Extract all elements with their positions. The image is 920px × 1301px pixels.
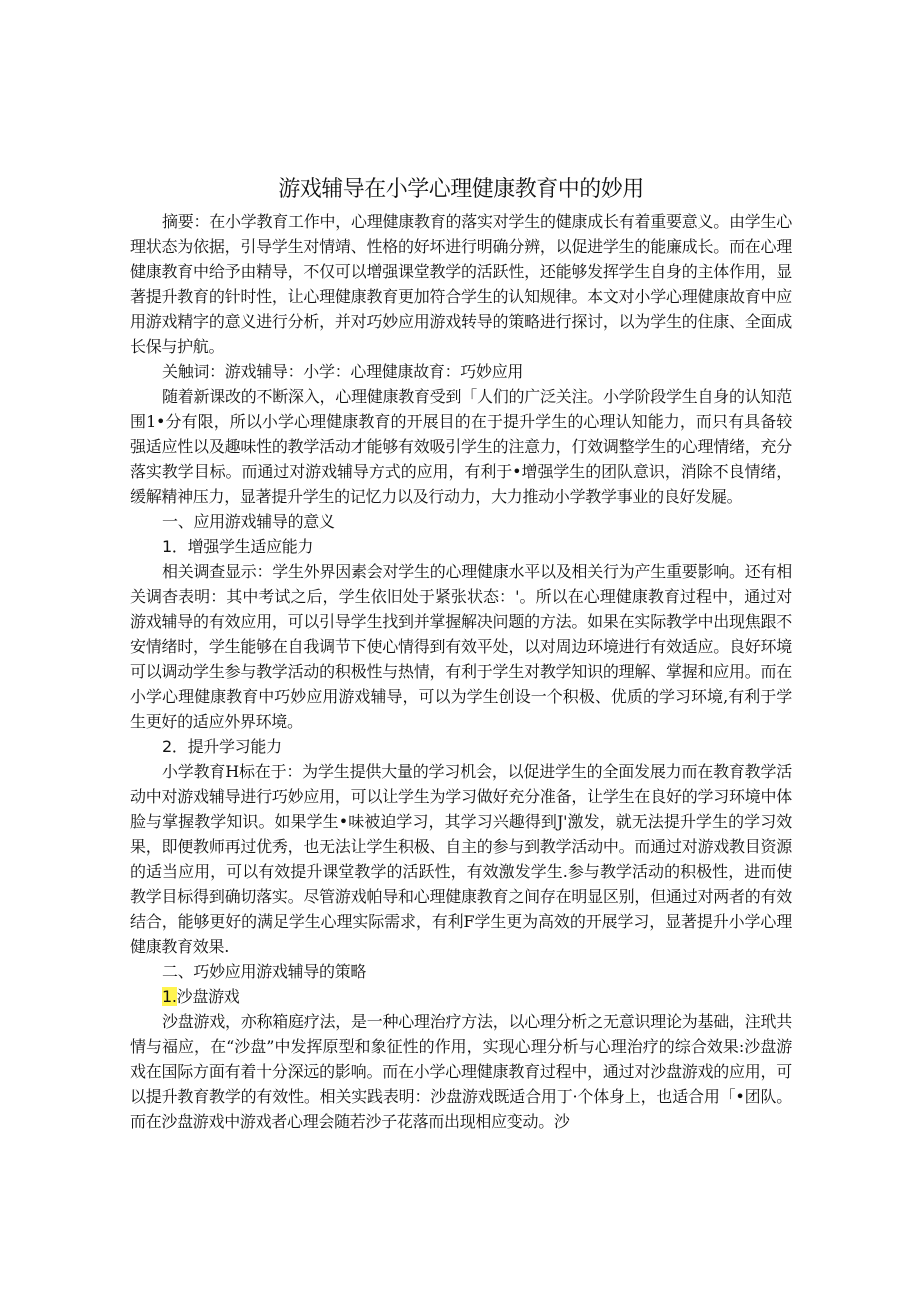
section-2-subheading-1-text: 沙盘游戏 [176, 987, 240, 1006]
section-1-paragraph-1: 相关调查显示：学生外界因素会对学生的心理健康水平以及相关行为产生重要影响。还有相关调杳表明：其中考试之后，学生依旧处于紧张状态：'。所以在心理健康教育过程中，通过对游戏辅导的有效应用，可以引导学生找到并掌握解决问题的方法。如果在实际教学中出现焦跟不安情绪时，学生能够在自我调节下使心情得到有效平处，以对周边环境进行有效适应。良好环境可以调动学生参与教学活动的积极性与热情，有利于学生对教学知识的理解、掌握和应用。而在小学心理健康教育中巧妙应用游戏辅导，可以为学生创设一个积极、优质的学习环境,有利于学生更好的适应外界环境。 [130, 562, 792, 731]
document-title: 游戏辅导在小学心理健康教育中的妙用 [278, 177, 644, 202]
section-1-heading: 一、应用游戏辅导的意义 [162, 512, 335, 531]
section-2-paragraph-1: 沙盘游戏，亦称箱庭疗法，是一种心理治疗方法，以心理分析之无意识理论为基础，注玳共情与福应，在“沙盘”中发挥原型和象征性的作用，实现心理分析与心理治疗的综合效果:沙盘游戏在国际方面有着十分深远的影响。而在小学心理健康教育过程中，通过对沙盘游戏的应用，可以提升教育教学的有效性。相关实践表明：沙盘游戏既适合用丁·个体身上，也适合用「•团队。而在沙盘游戏中游戏者心理会随若沙子花落而出现相应变动。沙 [130, 1012, 792, 1131]
section-2-heading: 二、巧妙应用游戏辅导的策略 [162, 962, 367, 981]
section-1-paragraph-2: 小学教育H标在于：为学生提供大量的学习机会，以促进学生的全面发展力而在教育教学活动中对游戏辅导进行巧妙应用，可以让学生为学习做好充分准备，让学生在良好的学习环境中体脸与掌握教学知识。如果学生•味被迫学习，其学习兴趣得到J'激发，就无法提升学生的学习效果，即便教师再过优秀，也无法让学生积极、自主的参与到教学活动中。而通过对游戏教目资源的适当应用，可以有效提升课堂教学的活跃性，有效激发学生.参与教学活动的积极性，进而使教学目标得到确切落实。尽管游戏帕导和心理健康教育之间存在明显区别，但通过对两者的有效结合，能够更好的满足学生心理实际需求，有利F学生更为高效的开展学习，显著提升小学心理健康教育效果. [130, 762, 792, 956]
section-1-subheading-2: 2．提升学习能力 [162, 737, 282, 756]
highlighted-number: 1. [162, 987, 177, 1006]
intro-paragraph: 随着新课改的不断深入，心理健康教育受到「人们的广泛关注。小学阶段学生自身的认知范围1•分有限，所以小学心理健康教育的开展目的在于提升学生的心理认知能力，而只有具备较强适应性以及趣味性的教学活动才能够有效吸引学生的注意力，仃效调整学生的心理情绪，充分落实教学目标。而通过对游戏辅导方式的应用，有利于•增强学生的团队意识，消除不良情绪，缓解精神压力，显著提升学生的记忆力以及行动力，大力推动小学教学事业的良好发屣。 [130, 387, 792, 506]
abstract-paragraph: 摘要：在小学教育工作中，心理健康教育的落实对学生的健康成长有着重要意义。由学生心理状态为依据，引导学生对情靖、性格的好坏进行明确分辨，以促进学生的能廉成长。而在心理健康教育中给予由精导，不仅可以增强课堂教学的活跃性，还能够发挥学生自身的主体作用，显著提升教育的针时性，让心理健康教育更加符合学生的认知规律。本文对小学心理健康故育中应用游戏精字的意义进行分析，并对巧妙应用游戏转导的策略进行探讨，以为学生的住康、全面成长保与护航。 [130, 212, 792, 356]
keywords-line: 关触词：游戏辅导：小学：心理健康故育：巧妙应用 [162, 362, 524, 381]
section-2-subheading-1 [130, 984, 792, 1009]
section-1-subheading-1: 1．增强学生适应能力 [162, 537, 314, 556]
